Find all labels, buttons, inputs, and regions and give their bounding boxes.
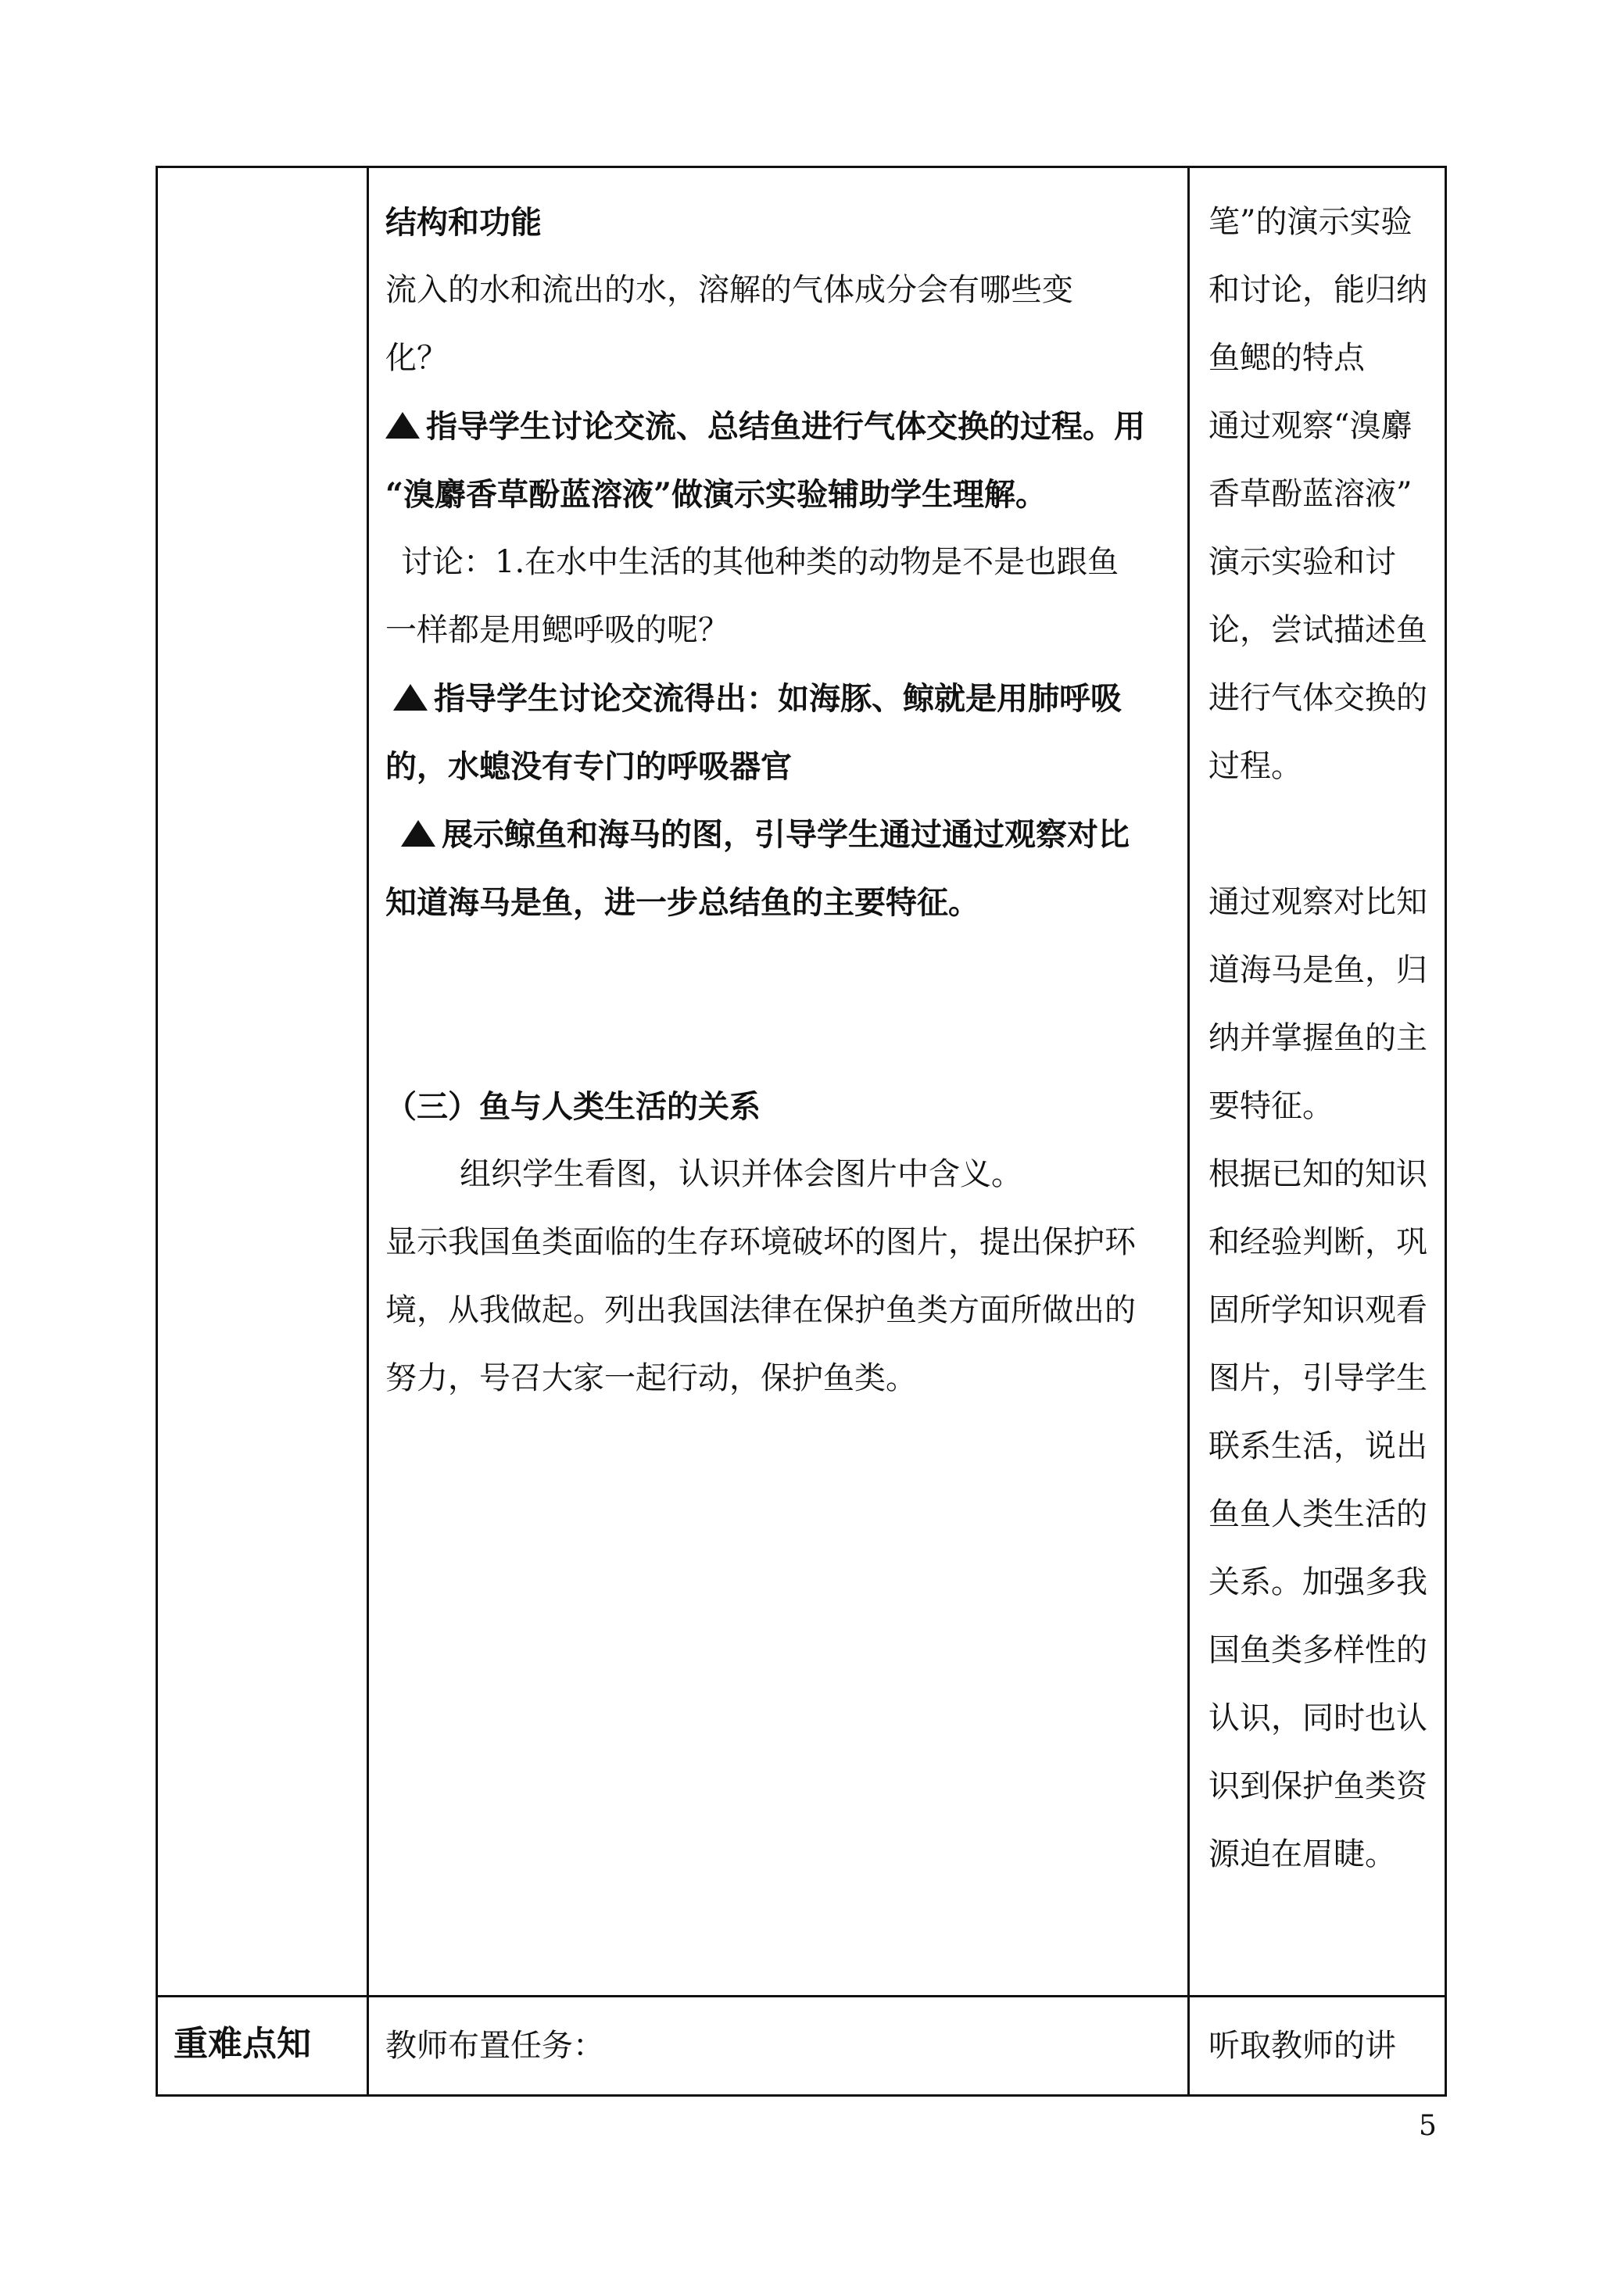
- design-intent-line: 鱼鱼人类生活的: [1208, 1496, 1427, 1532]
- teacher-activity-line: [385, 324, 1175, 392]
- design-intent-line: 和讨论，能归纳: [1208, 272, 1427, 308]
- design-intent-line: 过程。: [1208, 748, 1302, 784]
- design-intent-line: 关系。加强多我: [1208, 1564, 1427, 1600]
- design-intent-line: 根据已知的知识: [1208, 1156, 1427, 1192]
- line-text: 知道海马是鱼，进一步总结鱼的主要特征。: [385, 884, 979, 921]
- design-intent-line: 论，尝试描述鱼: [1208, 612, 1427, 648]
- line-text: 一样都是用鳃呼吸的呢？: [385, 612, 729, 648]
- row-label-key-points: 重难点知: [174, 2024, 311, 2064]
- teacher-activity-line: [385, 732, 1175, 801]
- design-intent-line: 国鱼类多样性的: [1208, 1632, 1427, 1668]
- design-intent-line: 和经验判断，巩: [1208, 1224, 1427, 1260]
- line-text: 的，水螅没有专门的呼吸器官: [385, 748, 792, 785]
- design-intent-cell: [1208, 188, 1443, 1889]
- design-intent-line: 联系生活，说出: [1208, 1428, 1427, 1464]
- teacher-activity-line: [385, 1277, 1175, 1345]
- teacher-activity-line: [385, 801, 1175, 869]
- teacher-activity-line: [385, 596, 1175, 664]
- line-text: 化？: [385, 340, 448, 376]
- design-intent-line: 源迫在眉睫。: [1208, 1836, 1396, 1872]
- design-intent-line: 纳并掌握鱼的主: [1208, 1020, 1427, 1056]
- line-text: 努力，号召大家一起行动，保护鱼类。: [385, 1360, 917, 1396]
- teacher-activity-line: [385, 1345, 1175, 1413]
- line-text: 展示鲸鱼和海马的图，引导学生通过通过观察对比: [442, 816, 1130, 853]
- page-number: 5: [1419, 2110, 1437, 2142]
- line-text: 流入的水和流出的水，溶解的气体成分会有哪些变: [385, 272, 1073, 308]
- design-intent-line: 演示实验和讨: [1208, 544, 1396, 580]
- design-intent-line: 固所学知识观看: [1208, 1292, 1427, 1328]
- line-text: 指导学生讨论交流、总结鱼进行气体交换的过程。用: [426, 408, 1145, 445]
- line-text: 显示我国鱼类面临的生存环境破坏的图片，提出保护环: [385, 1224, 1136, 1260]
- teacher-activity-line: [385, 188, 1175, 256]
- design-intent-line: 图片，引导学生: [1208, 1360, 1427, 1396]
- student-activity-text: 听取教师的讲: [1208, 2028, 1396, 2064]
- design-intent-line: 香草酚蓝溶液”: [1208, 476, 1413, 512]
- teacher-activity-line: [385, 460, 1175, 528]
- design-intent-line: 进行气体交换的: [1208, 680, 1427, 716]
- line-text: 结构和功能: [385, 204, 542, 241]
- teacher-activity-line: [385, 1141, 1175, 1209]
- teacher-activity-line: [385, 937, 1175, 1005]
- teacher-task-text: 教师布置任务：: [385, 2028, 604, 2064]
- column-divider-left: [367, 168, 369, 2094]
- teacher-activity-line: [385, 528, 1175, 596]
- row-divider: [158, 1995, 1445, 1997]
- triangle-bullet-icon: [385, 412, 420, 439]
- design-intent-line: 鱼鳃的特点: [1208, 340, 1365, 376]
- teacher-activity-line: [385, 392, 1175, 460]
- line-text: （三）鱼与人类生活的关系: [385, 1088, 761, 1125]
- design-intent-line: 通过观察对比知: [1208, 884, 1427, 920]
- triangle-bullet-icon: [393, 684, 428, 711]
- teacher-activity-line: [385, 664, 1175, 732]
- design-intent-line: 笔”的演示实验: [1208, 204, 1413, 240]
- teacher-activity-line: [385, 1073, 1175, 1141]
- teacher-activity-line: [385, 1005, 1175, 1073]
- teacher-activity-line: [385, 256, 1175, 324]
- line-text: 境，从我做起。列出我国法律在保护鱼类方面所做出的: [385, 1292, 1136, 1328]
- design-intent-line: [1208, 801, 1443, 869]
- column-divider-right: [1187, 168, 1190, 2094]
- design-intent-line: 要特征。: [1208, 1088, 1334, 1124]
- design-intent-line: 识到保护鱼类资: [1208, 1768, 1427, 1804]
- line-text: 指导学生讨论交流得出：如海豚、鲸就是用肺呼吸: [434, 680, 1122, 717]
- teacher-activity-cell: [385, 188, 1175, 1413]
- line-text: “溴麝香草酚蓝溶液”做演示实验辅助学生理解。: [385, 476, 1047, 513]
- design-intent-line: 道海马是鱼，归: [1208, 952, 1427, 988]
- line-text: 组织学生看图，认识并体会图片中含义。: [460, 1156, 1022, 1192]
- teacher-activity-line: [385, 869, 1175, 937]
- teacher-activity-line: [385, 1209, 1175, 1277]
- triangle-bullet-icon: [401, 820, 435, 847]
- line-text: 讨论：1.在水中生活的其他种类的动物是不是也跟鱼: [401, 544, 1119, 580]
- design-intent-line: 通过观察“溴麝: [1208, 408, 1413, 444]
- design-intent-line: 认识，同时也认: [1208, 1700, 1427, 1736]
- lesson-plan-table: [156, 166, 1447, 2097]
